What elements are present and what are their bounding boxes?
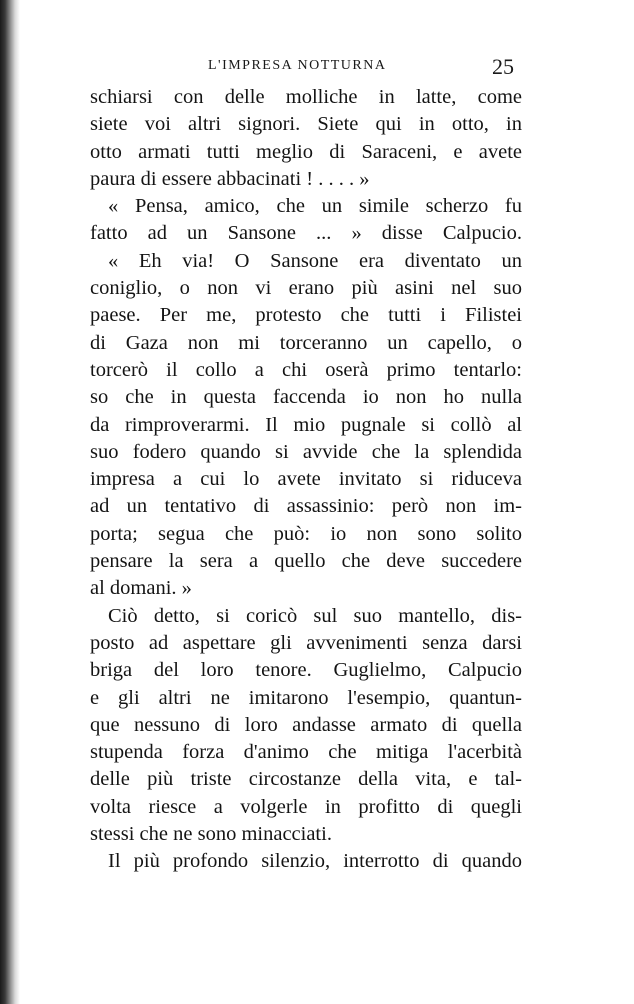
text-line: que nessuno di loro andasse armato di quella xyxy=(90,713,522,736)
text-line: delle più triste circostanze della vita, e tal- xyxy=(90,768,522,791)
text-line: ad un tentativo di assassinio: però non im- xyxy=(90,495,522,518)
text-line: suo fodero quando si avvide che la splendida xyxy=(90,440,522,463)
text-line: al domani. » xyxy=(90,577,192,600)
text-line: da rimproverarmi. Il mio pugnale si collò al xyxy=(90,413,522,436)
text-line: stessi che ne sono minacciati. xyxy=(90,823,332,846)
text-line: volta riesce a volgerle in profitto di quegli xyxy=(90,795,522,818)
spine-shadow xyxy=(0,0,20,1004)
text-line: pensare la sera a quello che deve succedere xyxy=(90,550,522,573)
running-head xyxy=(0,54,634,84)
text-line: e gli altri ne imitarono l'esempio, quantun- xyxy=(90,686,522,709)
body-text xyxy=(90,84,522,876)
text-line: impresa a cui lo avete invitato si riduceva xyxy=(90,468,522,491)
text-line: fatto ad un Sansone ... » disse Calpucio. xyxy=(90,222,522,245)
text-line: schiarsi con delle molliche in latte, come xyxy=(90,86,522,108)
text-line: Ciò detto, si coricò sul suo mantello, dis- xyxy=(108,604,522,627)
text-line: di Gaza non mi torceranno un capello, o xyxy=(90,331,522,354)
page-number: 25 xyxy=(492,54,514,79)
text-line: siete voi altri signori. Siete qui in otto, in xyxy=(90,113,522,136)
text-line: torcerò il collo a chi oserà primo tentarlo: xyxy=(90,358,522,381)
text-line: stupenda forza d'animo che mitiga l'acerbità xyxy=(90,741,522,764)
text-line: coniglio, o non vi erano più asini nel suo xyxy=(90,277,522,300)
text-line: porta; segua che può: io non sono solito xyxy=(90,522,522,545)
text-line: otto armati tutti meglio di Saraceni, e avete xyxy=(90,140,522,163)
text-line: paura di essere abbacinati ! . . . . » xyxy=(90,167,370,190)
text-line: « Eh via! O Sansone era diventato un xyxy=(108,249,522,272)
text-line: paese. Per me, protesto che tutti i Filistei xyxy=(90,304,522,327)
text-line: so che in questa faccenda io non ho nulla xyxy=(90,386,522,409)
running-title: L'IMPRESA NOTTURNA xyxy=(208,58,387,73)
text-line: briga del loro tenore. Guglielmo, Calpucio xyxy=(90,659,522,682)
text-line: posto ad aspettare gli avvenimenti senza darsi xyxy=(90,631,522,654)
text-line: « Pensa, amico, che un simile scherzo fu xyxy=(108,195,522,218)
text-line: Il più profondo silenzio, interrotto di quando xyxy=(108,850,522,873)
